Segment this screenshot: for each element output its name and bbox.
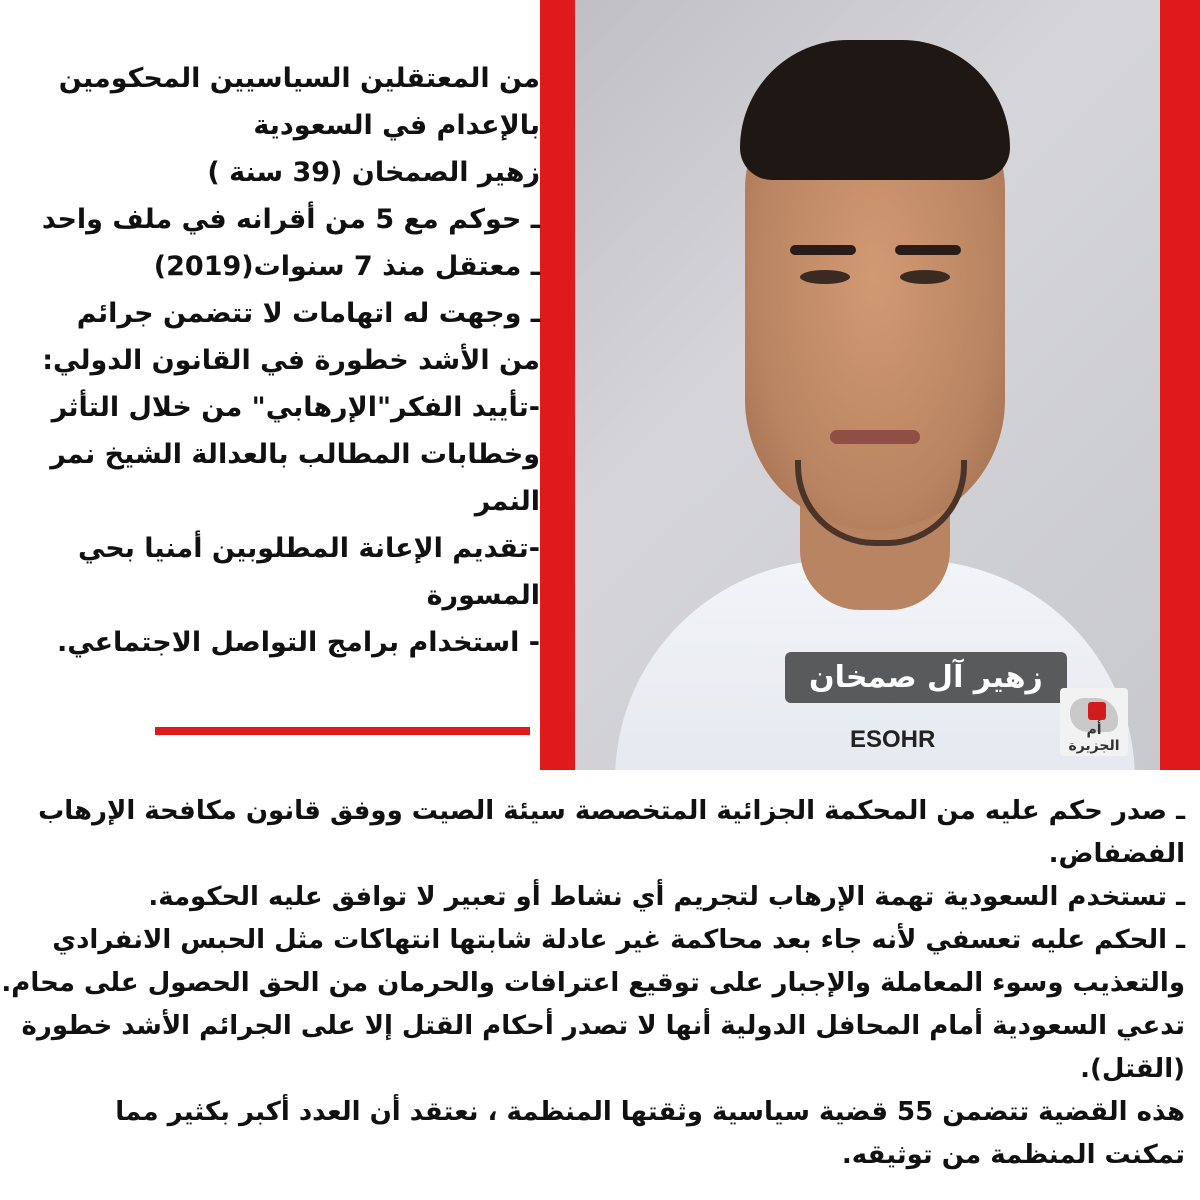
- detainee-summary: [15, 55, 540, 666]
- photo-brow-left: [790, 245, 856, 255]
- logo-red-mark-icon: [1088, 702, 1106, 720]
- summary-line: النمر: [474, 486, 540, 517]
- photo-mouth: [830, 430, 920, 444]
- photo-name-caption: زهير آل صمخان: [785, 652, 1067, 703]
- portrait-photo: [575, 0, 1160, 770]
- photo-hair: [740, 40, 1010, 180]
- red-divider-line: [155, 727, 530, 735]
- red-horizontal-accent: [1160, 755, 1200, 770]
- details-line: (القتل).: [1080, 1054, 1185, 1084]
- details-line: ـ تستخدم السعودية تهمة الإرهاب لتجريم أي نشاط أو تعبير لا توافق عليه الحكومة.: [148, 882, 1185, 912]
- summary-line: المسورة: [426, 580, 540, 611]
- summary-line: -تأييد الفكر"الإرهابي" من خلال التأثر: [51, 392, 540, 423]
- summary-line: وخطابات المطالب بالعدالة الشيخ نمر: [50, 439, 540, 470]
- photo-eye-left: [800, 270, 850, 284]
- details-line: ـ صدر حكم عليه من المحكمة الجزائية المتخصصة سيئة الصيت ووفق قانون مكافحة الإرهاب: [38, 796, 1185, 826]
- summary-line: - استخدام برامج التواصل الاجتماعي.: [57, 627, 540, 658]
- um-aljazeera-logo: [1060, 688, 1128, 756]
- details-line: الفضفاض.: [1048, 839, 1185, 869]
- summary-line: من المعتقلين السياسيين المحكومين: [58, 63, 540, 94]
- summary-line: من الأشد خطورة في القانون الدولي:: [42, 345, 540, 376]
- details-line: هذه القضية تتضمن 55 قضية سياسية وثقتها المنظمة ، نعتقد أن العدد أكبر بكثير مما: [115, 1097, 1185, 1127]
- photo-eye-right: [900, 270, 950, 284]
- case-details: [1, 790, 1185, 1177]
- logo-text: أم الجزيرة: [1068, 722, 1120, 754]
- summary-line: ـ حوكم مع 5 من أقرانه في ملف واحد: [41, 204, 540, 235]
- summary-line: زهير الصمخان (39 سنة ): [207, 157, 540, 188]
- photo-brow-right: [895, 245, 961, 255]
- details-line: والتعذيب وسوء المعاملة والإجبار على توقيع اعترافات والحرمان من الحق الحصول على محام.: [1, 968, 1185, 998]
- summary-line: -تقديم الإعانة المطلوبين أمنيا بحي: [77, 533, 540, 564]
- summary-line: بالإعدام في السعودية: [253, 110, 540, 141]
- details-line: ـ الحكم عليه تعسفي لأنه جاء بعد محاكمة غير عادلة شابتها انتهاكات مثل الحبس الانفرادي: [52, 925, 1185, 955]
- details-line: تمكنت المنظمة من توثيقه.: [841, 1140, 1185, 1170]
- eschr-watermark: ESOHR: [850, 726, 936, 753]
- summary-line: ـ وجهت له اتهامات لا تتضمن جرائم: [76, 298, 540, 329]
- red-edge-strip: [1160, 0, 1200, 770]
- details-line: تدعي السعودية أمام المحافل الدولية أنها لا تصدر أحكام القتل إلا على الجرائم الأشد خطورة: [21, 1011, 1185, 1041]
- red-vertical-bar: [540, 0, 575, 770]
- summary-line: ـ معتقل منذ 7 سنوات(2019): [153, 251, 540, 282]
